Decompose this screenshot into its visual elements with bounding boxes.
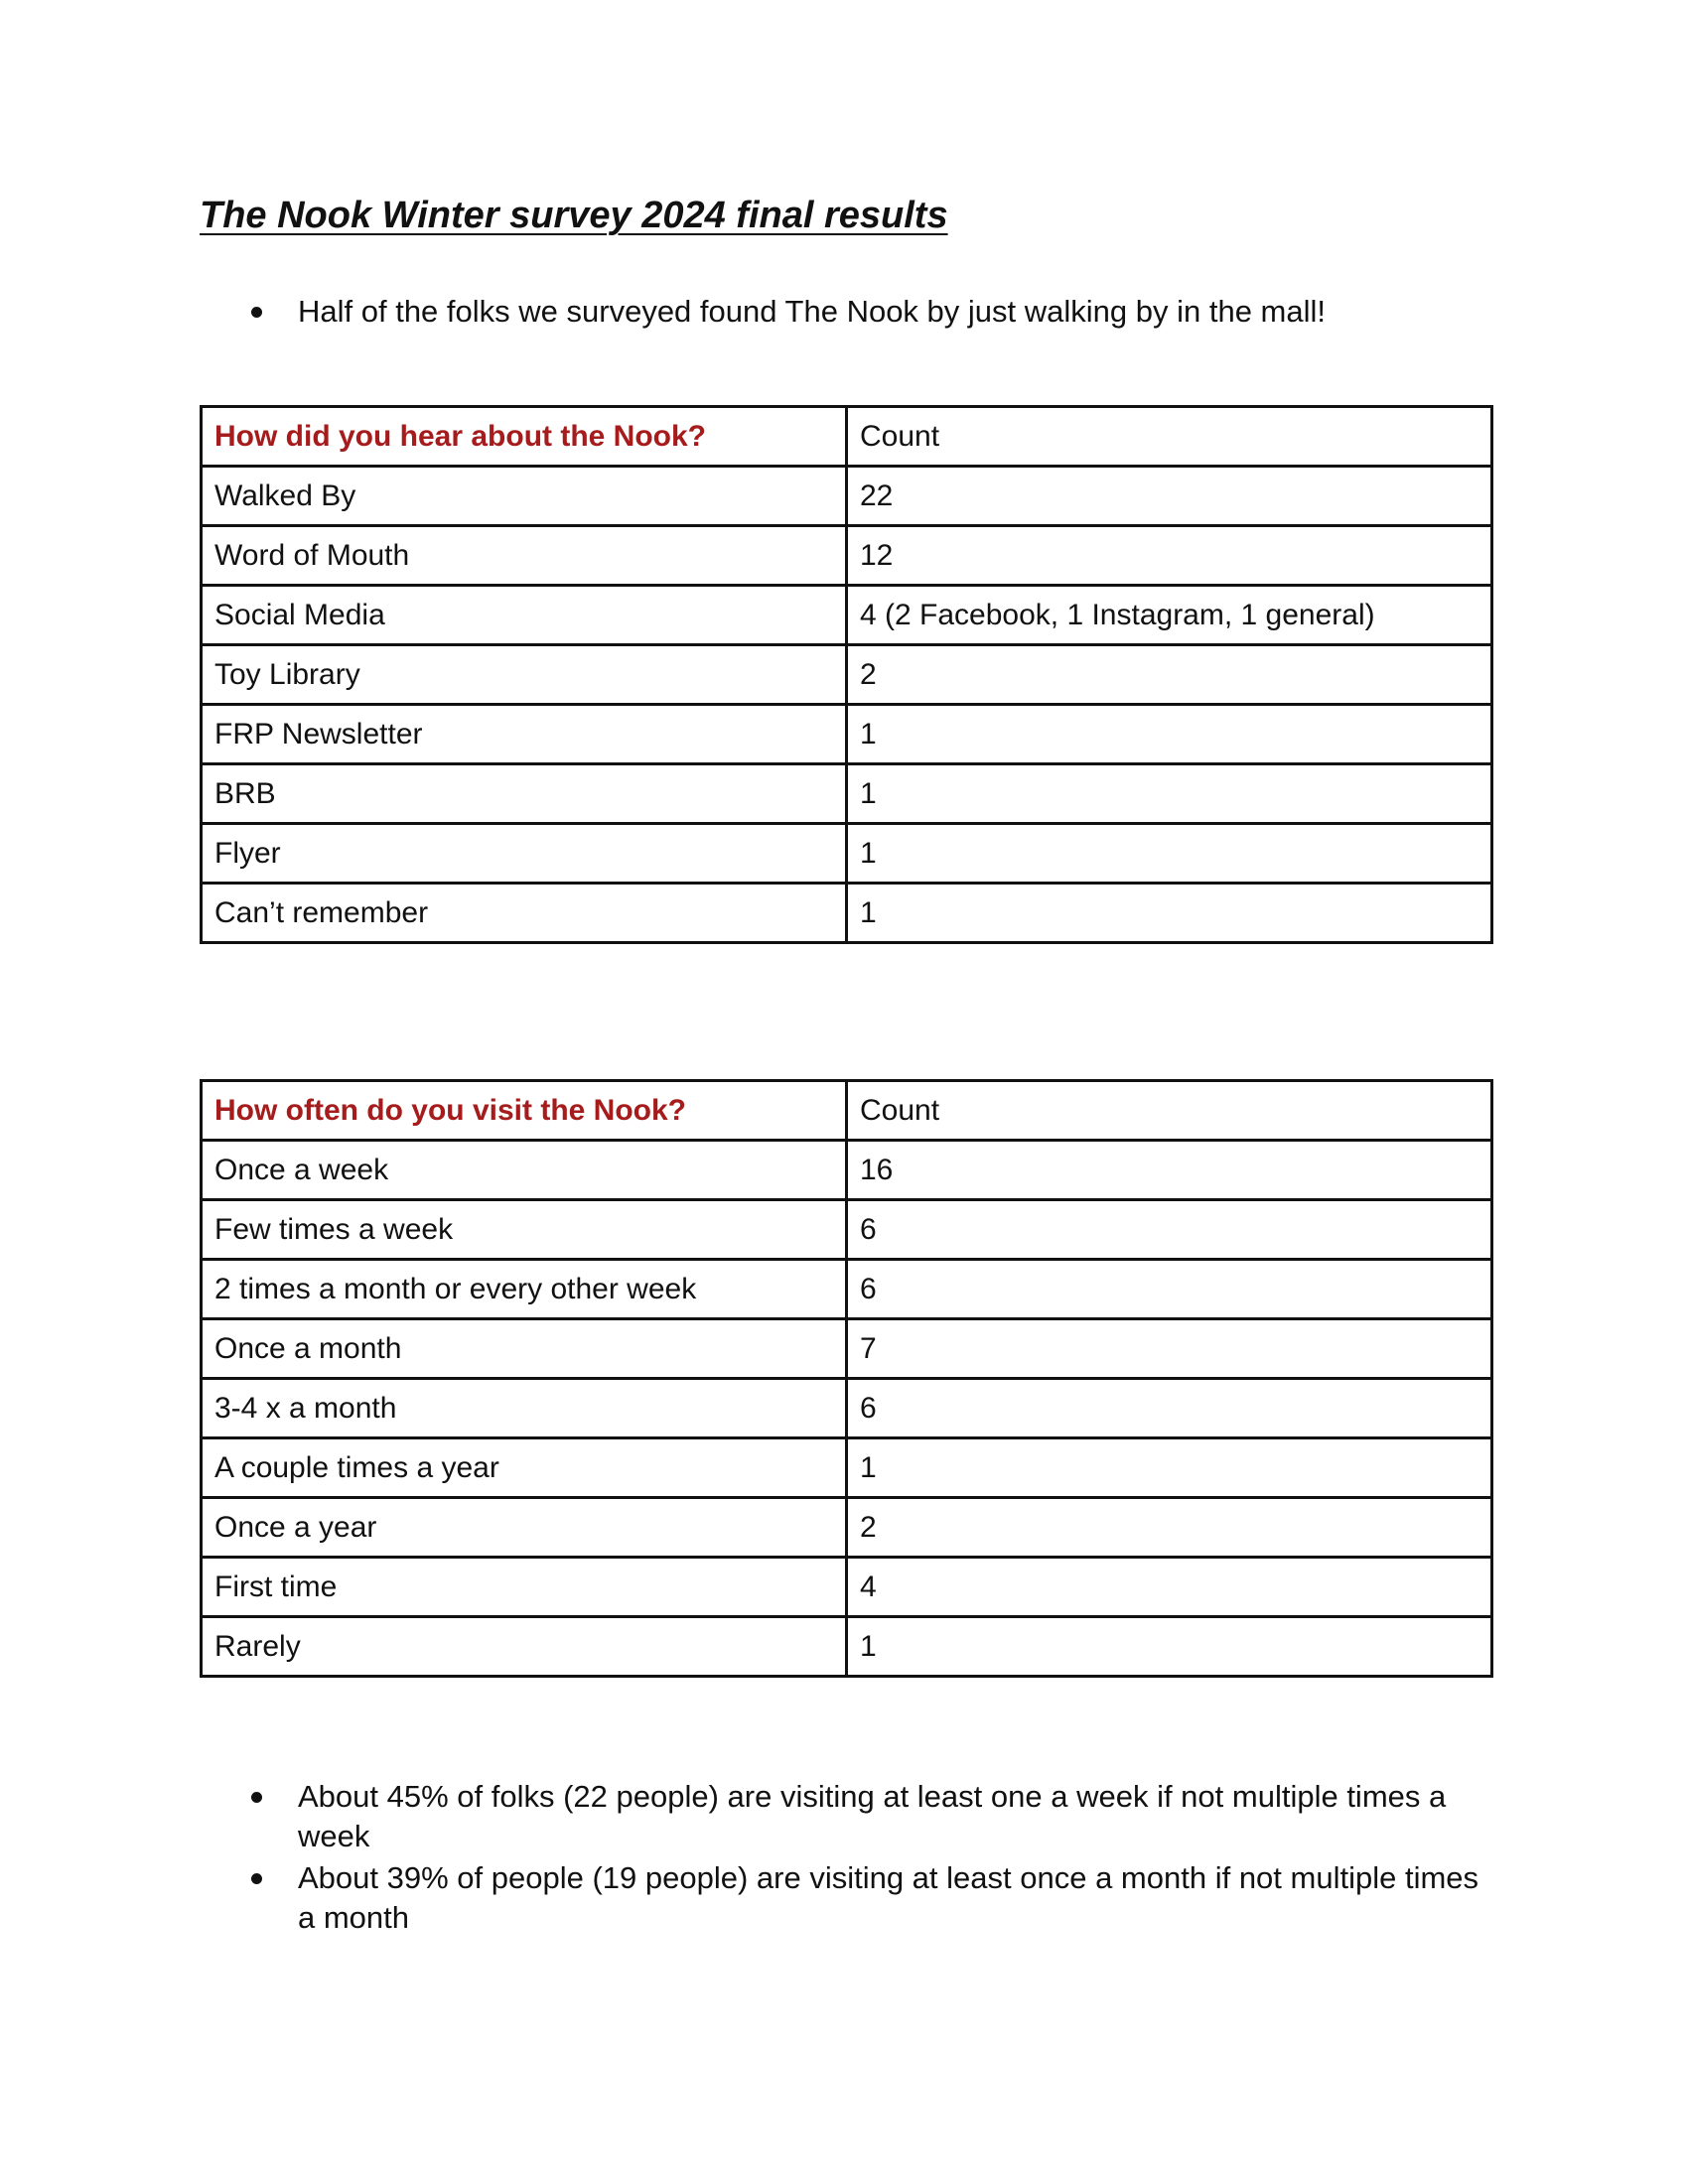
row-label: Rarely xyxy=(202,1617,847,1677)
row-label: 3-4 x a month xyxy=(202,1379,847,1438)
row-label: Once a year xyxy=(202,1498,847,1558)
row-label: First time xyxy=(202,1558,847,1617)
bullet-icon xyxy=(251,307,262,318)
visit-frequency-table xyxy=(200,1079,1493,1678)
row-label: Word of Mouth xyxy=(202,526,847,586)
count-header: Count xyxy=(847,1081,1492,1141)
bullet-icon xyxy=(251,1792,262,1803)
row-label: Once a month xyxy=(202,1319,847,1379)
row-count: 1 xyxy=(847,884,1492,943)
row-count: 16 xyxy=(847,1141,1492,1200)
table-row xyxy=(202,586,1492,645)
intro-bullet-text: Half of the folks we surveyed found The Nook by just walking by in the mall! xyxy=(298,294,1327,329)
closing-bullet xyxy=(248,1777,1489,1856)
row-count: 1 xyxy=(847,1617,1492,1677)
intro-bullet-list xyxy=(248,292,1489,334)
table-row xyxy=(202,1379,1492,1438)
table-header-row xyxy=(202,407,1492,467)
table-header-row xyxy=(202,1081,1492,1141)
row-count: 6 xyxy=(847,1379,1492,1438)
row-label: Can’t remember xyxy=(202,884,847,943)
row-count: 1 xyxy=(847,1438,1492,1498)
document-title: The Nook Winter survey 2024 final results xyxy=(200,195,948,236)
table-row xyxy=(202,824,1492,884)
closing-bullet-text: About 39% of people (19 people) are visiting at least once a month if not multiple times a month xyxy=(298,1860,1479,1935)
table-row xyxy=(202,1558,1492,1617)
row-count: 4 (2 Facebook, 1 Instagram, 1 general) xyxy=(847,586,1492,645)
row-label: BRB xyxy=(202,764,847,824)
table-row xyxy=(202,764,1492,824)
bullet-icon xyxy=(251,1873,262,1884)
count-header: Count xyxy=(847,407,1492,467)
row-count: 6 xyxy=(847,1200,1492,1260)
table-row xyxy=(202,705,1492,764)
closing-bullet-text: About 45% of folks (22 people) are visiting at least one a week if not multiple times a week xyxy=(298,1779,1447,1853)
table-row xyxy=(202,1141,1492,1200)
closing-bullet-list xyxy=(248,1777,1489,1940)
table-row xyxy=(202,1498,1492,1558)
table-row xyxy=(202,645,1492,705)
question-header: How did you hear about the Nook? xyxy=(202,407,847,467)
row-count: 4 xyxy=(847,1558,1492,1617)
row-count: 22 xyxy=(847,467,1492,526)
row-count: 1 xyxy=(847,764,1492,824)
row-label: A couple times a year xyxy=(202,1438,847,1498)
row-count: 2 xyxy=(847,645,1492,705)
row-count: 6 xyxy=(847,1260,1492,1319)
table-row xyxy=(202,1260,1492,1319)
table-row xyxy=(202,1438,1492,1498)
table-row xyxy=(202,1617,1492,1677)
row-count: 1 xyxy=(847,705,1492,764)
closing-bullet xyxy=(248,1858,1489,1938)
row-label: Flyer xyxy=(202,824,847,884)
row-count: 1 xyxy=(847,824,1492,884)
question-header: How often do you visit the Nook? xyxy=(202,1081,847,1141)
row-label: Toy Library xyxy=(202,645,847,705)
row-label: Walked By xyxy=(202,467,847,526)
table-row xyxy=(202,884,1492,943)
row-label: 2 times a month or every other week xyxy=(202,1260,847,1319)
table-row xyxy=(202,1319,1492,1379)
table-row xyxy=(202,526,1492,586)
row-label: FRP Newsletter xyxy=(202,705,847,764)
row-label: Few times a week xyxy=(202,1200,847,1260)
table-row xyxy=(202,1200,1492,1260)
row-count: 7 xyxy=(847,1319,1492,1379)
row-label: Social Media xyxy=(202,586,847,645)
table-row xyxy=(202,467,1492,526)
intro-bullet xyxy=(248,292,1489,332)
row-count: 12 xyxy=(847,526,1492,586)
row-label: Once a week xyxy=(202,1141,847,1200)
hear-about-table xyxy=(200,405,1493,944)
row-count: 2 xyxy=(847,1498,1492,1558)
